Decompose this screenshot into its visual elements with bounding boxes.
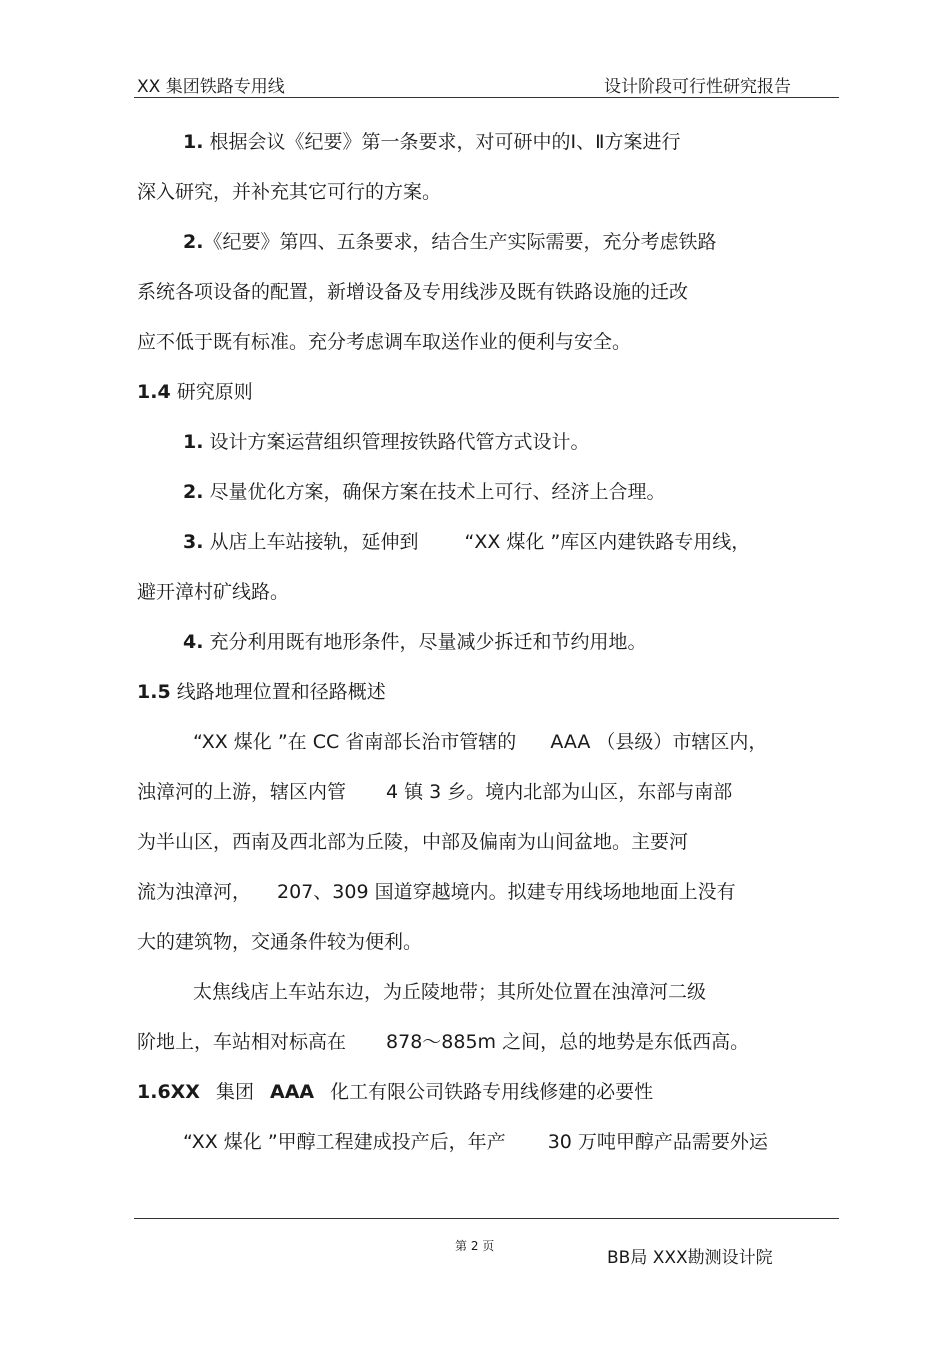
para-1-text-1: 根据会议《纪要》第一条要求，对可研中的Ⅰ、Ⅱ方案进行 [203, 131, 681, 153]
principle-1 [183, 429, 590, 455]
geo-line-3: 为半山区，西南及西北部为丘陵，中部及偏南为山间盆地。主要河 [137, 831, 689, 853]
principle-1-number: 1. [183, 431, 204, 453]
header-title-right: 设计阶段可行性研究报告 [604, 77, 791, 97]
section-1-6-title-1: 集团 [215, 1081, 254, 1103]
geo-line-2-b: 4 镇 3 乡。境内北部为山区，东部与南部 [386, 781, 733, 803]
geo-line-4-a: 流为浊漳河， [137, 881, 252, 903]
page-number: 第 2 页 [455, 1239, 495, 1253]
footer-organization: BB局 XXX勘测设计院 [607, 1248, 773, 1268]
section-1-4-heading [137, 379, 253, 405]
section-1-4-number: 1.4 [137, 381, 171, 403]
para-1-line-2: 深入研究，并补充其它可行的方案。 [137, 181, 442, 203]
para-2-line-2: 系统各项设备的配置，新增设备及专用线涉及既有铁路设施的迁改 [137, 281, 689, 303]
geo-line-2 [137, 779, 732, 805]
section-1-6-number: 1.6XX [137, 1081, 200, 1103]
para-2-line-1 [183, 229, 716, 255]
principle-4 [183, 629, 647, 655]
geo-line-5: 大的建筑物，交通条件较为便利。 [137, 931, 423, 953]
section-1-5-heading [137, 679, 386, 705]
header-title-left: XX 集团铁路专用线 [137, 77, 285, 97]
geo-line-4-b: 207、309 国道穿越境内。拟建专用线场地地面上没有 [277, 881, 736, 903]
principle-2-text: 尽量优化方案，确保方案在技术上可行、经济上合理。 [203, 481, 666, 503]
section-1-6-title-2: AAA [269, 1081, 315, 1103]
principle-4-number: 4. [183, 631, 204, 653]
station-line-1: 太焦线店上车站东边，为丘陵地带；其所处位置在浊漳河二级 [193, 981, 707, 1003]
principle-2 [183, 479, 666, 505]
geo-line-4 [137, 879, 736, 905]
last-line-b: 30 万吨甲醇产品需要外运 [547, 1131, 768, 1153]
last-line-a: “XX 煤化 ”甲醇工程建成投产后，年产 [183, 1131, 506, 1153]
geo-line-1 [193, 729, 767, 755]
principle-2-number: 2. [183, 481, 204, 503]
section-1-5-title: 线路地理位置和径路概述 [170, 681, 386, 703]
principle-1-text: 设计方案运营组织管理按铁路代管方式设计。 [203, 431, 590, 453]
principle-3-text-a: 从店上车站接轨，延伸到 [203, 531, 419, 553]
principle-3 [183, 529, 750, 555]
para-2-number: 2. [183, 231, 204, 253]
principle-3-text-b: “XX 煤化 ”库区内建铁路专用线， [464, 531, 751, 553]
geo-line-2-a: 浊漳河的上游，辖区内管 [137, 781, 347, 803]
para-2-text-1: 《纪要》第四、五条要求，结合生产实际需要，充分考虑铁路 [203, 231, 717, 253]
station-line-2-a: 阶地上，车站相对标高在 [137, 1031, 347, 1053]
para-1-number: 1. [183, 131, 204, 153]
para-1-line-1 [183, 129, 680, 155]
section-1-6-heading [137, 1079, 653, 1105]
principle-4-text: 充分利用既有地形条件，尽量减少拆迁和节约用地。 [203, 631, 647, 653]
footer-rule [134, 1218, 839, 1219]
geo-line-1-b: AAA （县级）市辖区内， [550, 731, 768, 753]
section-1-5-number: 1.5 [137, 681, 171, 703]
header-rule [134, 97, 839, 98]
principle-3-continued: 避开漳村矿线路。 [137, 581, 290, 603]
geo-line-1-a: “XX 煤化 ”在 CC 省南部长治市管辖的 [193, 731, 517, 753]
section-1-6-title-3: 化工有限公司铁路专用线修建的必要性 [330, 1081, 654, 1103]
section-1-4-title: 研究原则 [170, 381, 253, 403]
station-line-2-b: 878～885m 之间，总的地势是东低西高。 [386, 1031, 750, 1053]
last-line [183, 1129, 768, 1155]
station-line-2 [137, 1029, 749, 1055]
para-2-line-3: 应不低于既有标准。充分考虑调车取送作业的便利与安全。 [137, 331, 632, 353]
principle-3-number: 3. [183, 531, 204, 553]
